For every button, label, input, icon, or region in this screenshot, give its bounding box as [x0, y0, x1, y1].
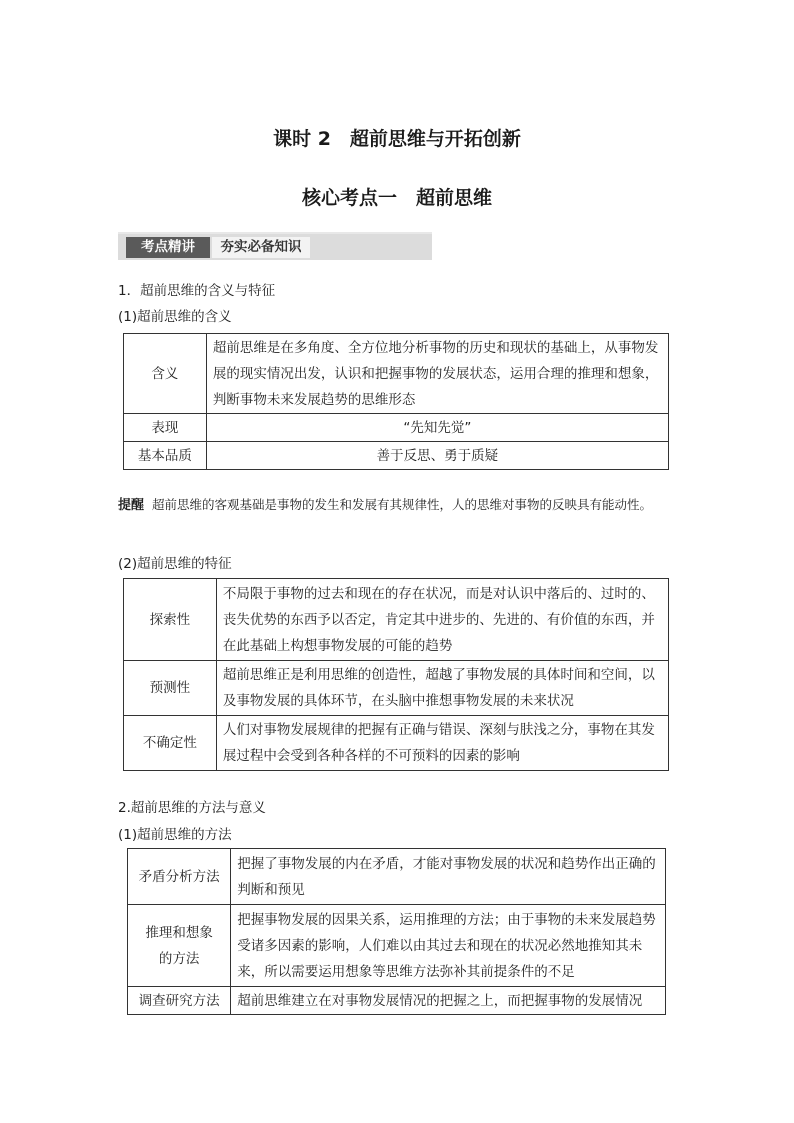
table-label: 基本品质: [124, 442, 207, 470]
table-value: 超前思维建立在对事物发展情况的把握之上，而把握事物的发展情况: [231, 987, 666, 1015]
part1-sub1: (1)超前思维的含义: [118, 309, 232, 325]
table-row: [124, 579, 669, 661]
table-row: [128, 987, 666, 1015]
table-label: 不确定性: [124, 716, 217, 771]
table-value: 人们对事物发展规律的把握有正确与错误、深刻与肤浅之分，事物在其发展过程中会受到各种各样的不可预料的因素的影响: [216, 716, 668, 771]
part2-sub1: (1)超前思维的方法: [118, 827, 232, 843]
table-value: 善于反思、勇于质疑: [206, 442, 668, 470]
table-value: 超前思维正是利用思维的创造性，超越了事物发展的具体时间和空间，以及事物发展的具体环节，在头脑中推想事物发展的未来状况: [216, 661, 668, 716]
part1-heading: 1．超前思维的含义与特征: [118, 283, 276, 299]
table-label: 含义: [124, 334, 207, 414]
table-value: 把握事物发展的因果关系，运用推理的方法；由于事物的未来发展趋势受诸多因素的影响，人们难以由其过去和现在的状况必然地推知其未来，所以需要运用想象等思维方法弥补其前提条件的不足: [231, 905, 666, 987]
table-row: [124, 442, 669, 470]
table-label: 预测性: [124, 661, 217, 716]
table-row: [124, 716, 669, 771]
page-title: 课时 2 超前思维与开拓创新: [273, 128, 521, 150]
table-label: 推理和想象的方法: [128, 905, 231, 987]
table-row: [128, 905, 666, 987]
section-tag-bar: [118, 232, 432, 260]
table-row: [128, 849, 666, 905]
methods-table: [127, 848, 666, 1015]
tag-kaodian-jingjiang: 考点精讲: [126, 237, 210, 258]
table-row: [124, 661, 669, 716]
table-value: 超前思维是在多角度、全方位地分析事物的历史和现状的基础上，从事物发展的现实情况出发，认识和把握事物的发展状态，运用合理的推理和想象，判断事物未来发展趋势的思维形态: [206, 334, 668, 414]
table-label: 矛盾分析方法: [128, 849, 231, 905]
table-label: 表现: [124, 414, 207, 442]
reminder-note: [118, 491, 683, 520]
table-value: 不局限于事物的过去和现在的存在状况，而是对认识中落后的、过时的、丧失优势的东西予以否定，肯定其中进步的、先进的、有价值的东西，并在此基础上构想事物发展的可能的趋势: [216, 579, 668, 661]
table-value: 把握了事物发展的内在矛盾，才能对事物发展的状况和趋势作出正确的判断和预见: [231, 849, 666, 905]
table-row: [124, 414, 669, 442]
part1-sub2: (2)超前思维的特征: [118, 556, 232, 572]
table-row: [124, 334, 669, 414]
table-value: “先知先觉”: [206, 414, 668, 442]
table-label: 调查研究方法: [128, 987, 231, 1015]
reminder-text: 超前思维的客观基础是事物的发生和发展有其规律性，人的思维对事物的反映具有能动性。: [151, 497, 652, 512]
table-label: 探索性: [124, 579, 217, 661]
tag-hangshi-zhishi: 夯实必备知识: [212, 237, 310, 258]
meaning-table: [123, 333, 669, 470]
part2-heading: 2.超前思维的方法与意义: [118, 800, 266, 816]
section-title: 核心考点一 超前思维: [301, 187, 492, 209]
features-table: [123, 578, 669, 771]
reminder-label: 提醒: [118, 498, 145, 513]
